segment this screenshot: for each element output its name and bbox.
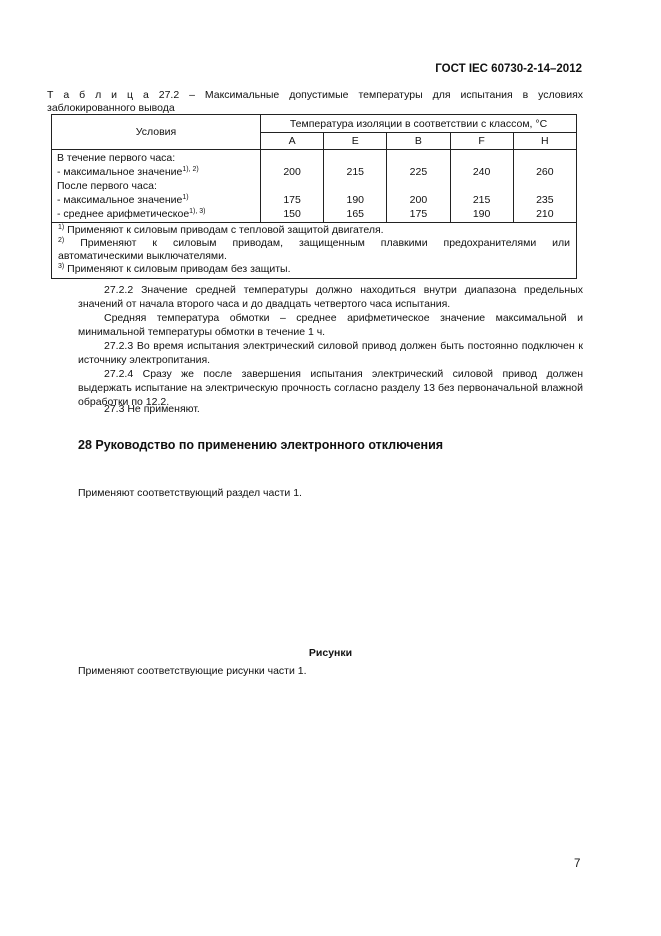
class-a-header: A — [261, 133, 324, 150]
table-cell: 200 — [283, 166, 301, 178]
para-avg-line2: минимальной температуры обмотки в течение 1 ч. — [78, 326, 326, 338]
table-cell: 200 — [409, 194, 428, 206]
col-conditions-header: Условия — [52, 115, 261, 150]
para-27-2-2-line2: значений от начала второго часа и до двадцать четвертого часа испытания. — [78, 298, 451, 310]
cond-first-hour: В течение первого часа: — [57, 152, 176, 164]
document-header: ГОСТ IEC 60730-2-14–2012 — [435, 63, 582, 75]
class-b-header: B — [387, 133, 450, 150]
para-avg-line1: Средняя температура обмотки – среднее арифметическое значение максимальной и — [104, 312, 583, 324]
footnote-2: $^{2)}$ Применяют к силовым приводам, защищенным плавкими предохранителями или — [58, 237, 570, 249]
table-cell: 165 — [346, 208, 365, 220]
table-cell: 260 — [536, 166, 554, 178]
figures-text: Применяют соответствующие рисунки части 1. — [78, 665, 307, 677]
table-cell: 225 — [409, 166, 428, 178]
class-h-header: H — [513, 133, 576, 150]
table-cell: 190 — [472, 208, 491, 220]
table-cell: 175 — [409, 208, 428, 220]
para-27-2-3-line1: 27.2.3 Во время испытания электрический силовой привод должен быть постоянно подключен к — [104, 340, 583, 352]
table-cell: 150 — [283, 208, 301, 220]
class-e-values — [324, 150, 387, 223]
table-cell: 215 — [472, 194, 491, 206]
conditions-cell — [52, 150, 261, 223]
para-27-2-4-line3: обработки по 12.2. — [78, 396, 170, 408]
class-f-values — [450, 150, 513, 223]
cond-avg: - среднее арифметическое$^{1), 3)}$ — [57, 208, 206, 220]
table-body-row — [52, 150, 577, 223]
class-h-values — [513, 150, 576, 223]
footnote-1: $^{1)}$ Применяют к силовым приводам с тепловой защитой двигателя. — [58, 224, 384, 236]
class-a-values — [261, 150, 324, 223]
para-27-3: 27.3 Не применяют. — [104, 403, 200, 415]
footnote-2-cont: автоматическими выключателями. — [58, 250, 227, 262]
figures-heading: Рисунки — [308, 647, 353, 659]
para-27-2-2-line1: 27.2.2 Значение средней температуры должно находиться внутри диапазона предельных — [104, 284, 583, 296]
para-27-2-4-line1: 27.2.4 Сразу же после завершения испытания электрический силовой привод должен — [104, 368, 583, 380]
cond-after-first-hour: После первого часа: — [57, 180, 157, 192]
class-e-header: E — [324, 133, 387, 150]
table-cell: 210 — [536, 208, 554, 220]
class-f-header: F — [450, 133, 513, 150]
footnote-3: $^{3)}$ Применяют к силовым приводам без защиты. — [58, 263, 291, 275]
cond-max-2: - максимальное значение$^{1)}$ — [57, 194, 189, 206]
para-27-2-3-line2: источнику электропитания. — [78, 354, 211, 366]
section-28-heading: 28 Руководство по применению электронного отключения — [78, 438, 444, 452]
page-number: 7 — [574, 858, 581, 870]
cond-max-1: - максимальное значение$^{1), 2)}$ — [57, 166, 199, 178]
section-28-text: Применяют соответствующий раздел части 1. — [78, 487, 302, 499]
table-cell: 175 — [283, 194, 301, 206]
class-b-values — [387, 150, 450, 223]
table-footnotes — [52, 223, 577, 279]
table-caption-line1: Т а б л и ц а 27.2 – Максимальные допустимые температуры для испытания в условиях — [47, 89, 583, 101]
table-caption-line2: заблокированного вывода — [47, 102, 175, 114]
table-cell: 190 — [346, 194, 365, 206]
para-27-2-4-line2: выдержать испытание на электрическую прочность согласно разделу 13 без первоначальной влажной — [78, 382, 583, 394]
col-group-header: Температура изоляции в соответствии с классом, °C — [261, 115, 577, 133]
table-cell: 235 — [536, 194, 554, 206]
temperature-table — [51, 114, 577, 279]
table-cell: 215 — [346, 166, 365, 178]
table-cell: 240 — [472, 166, 491, 178]
